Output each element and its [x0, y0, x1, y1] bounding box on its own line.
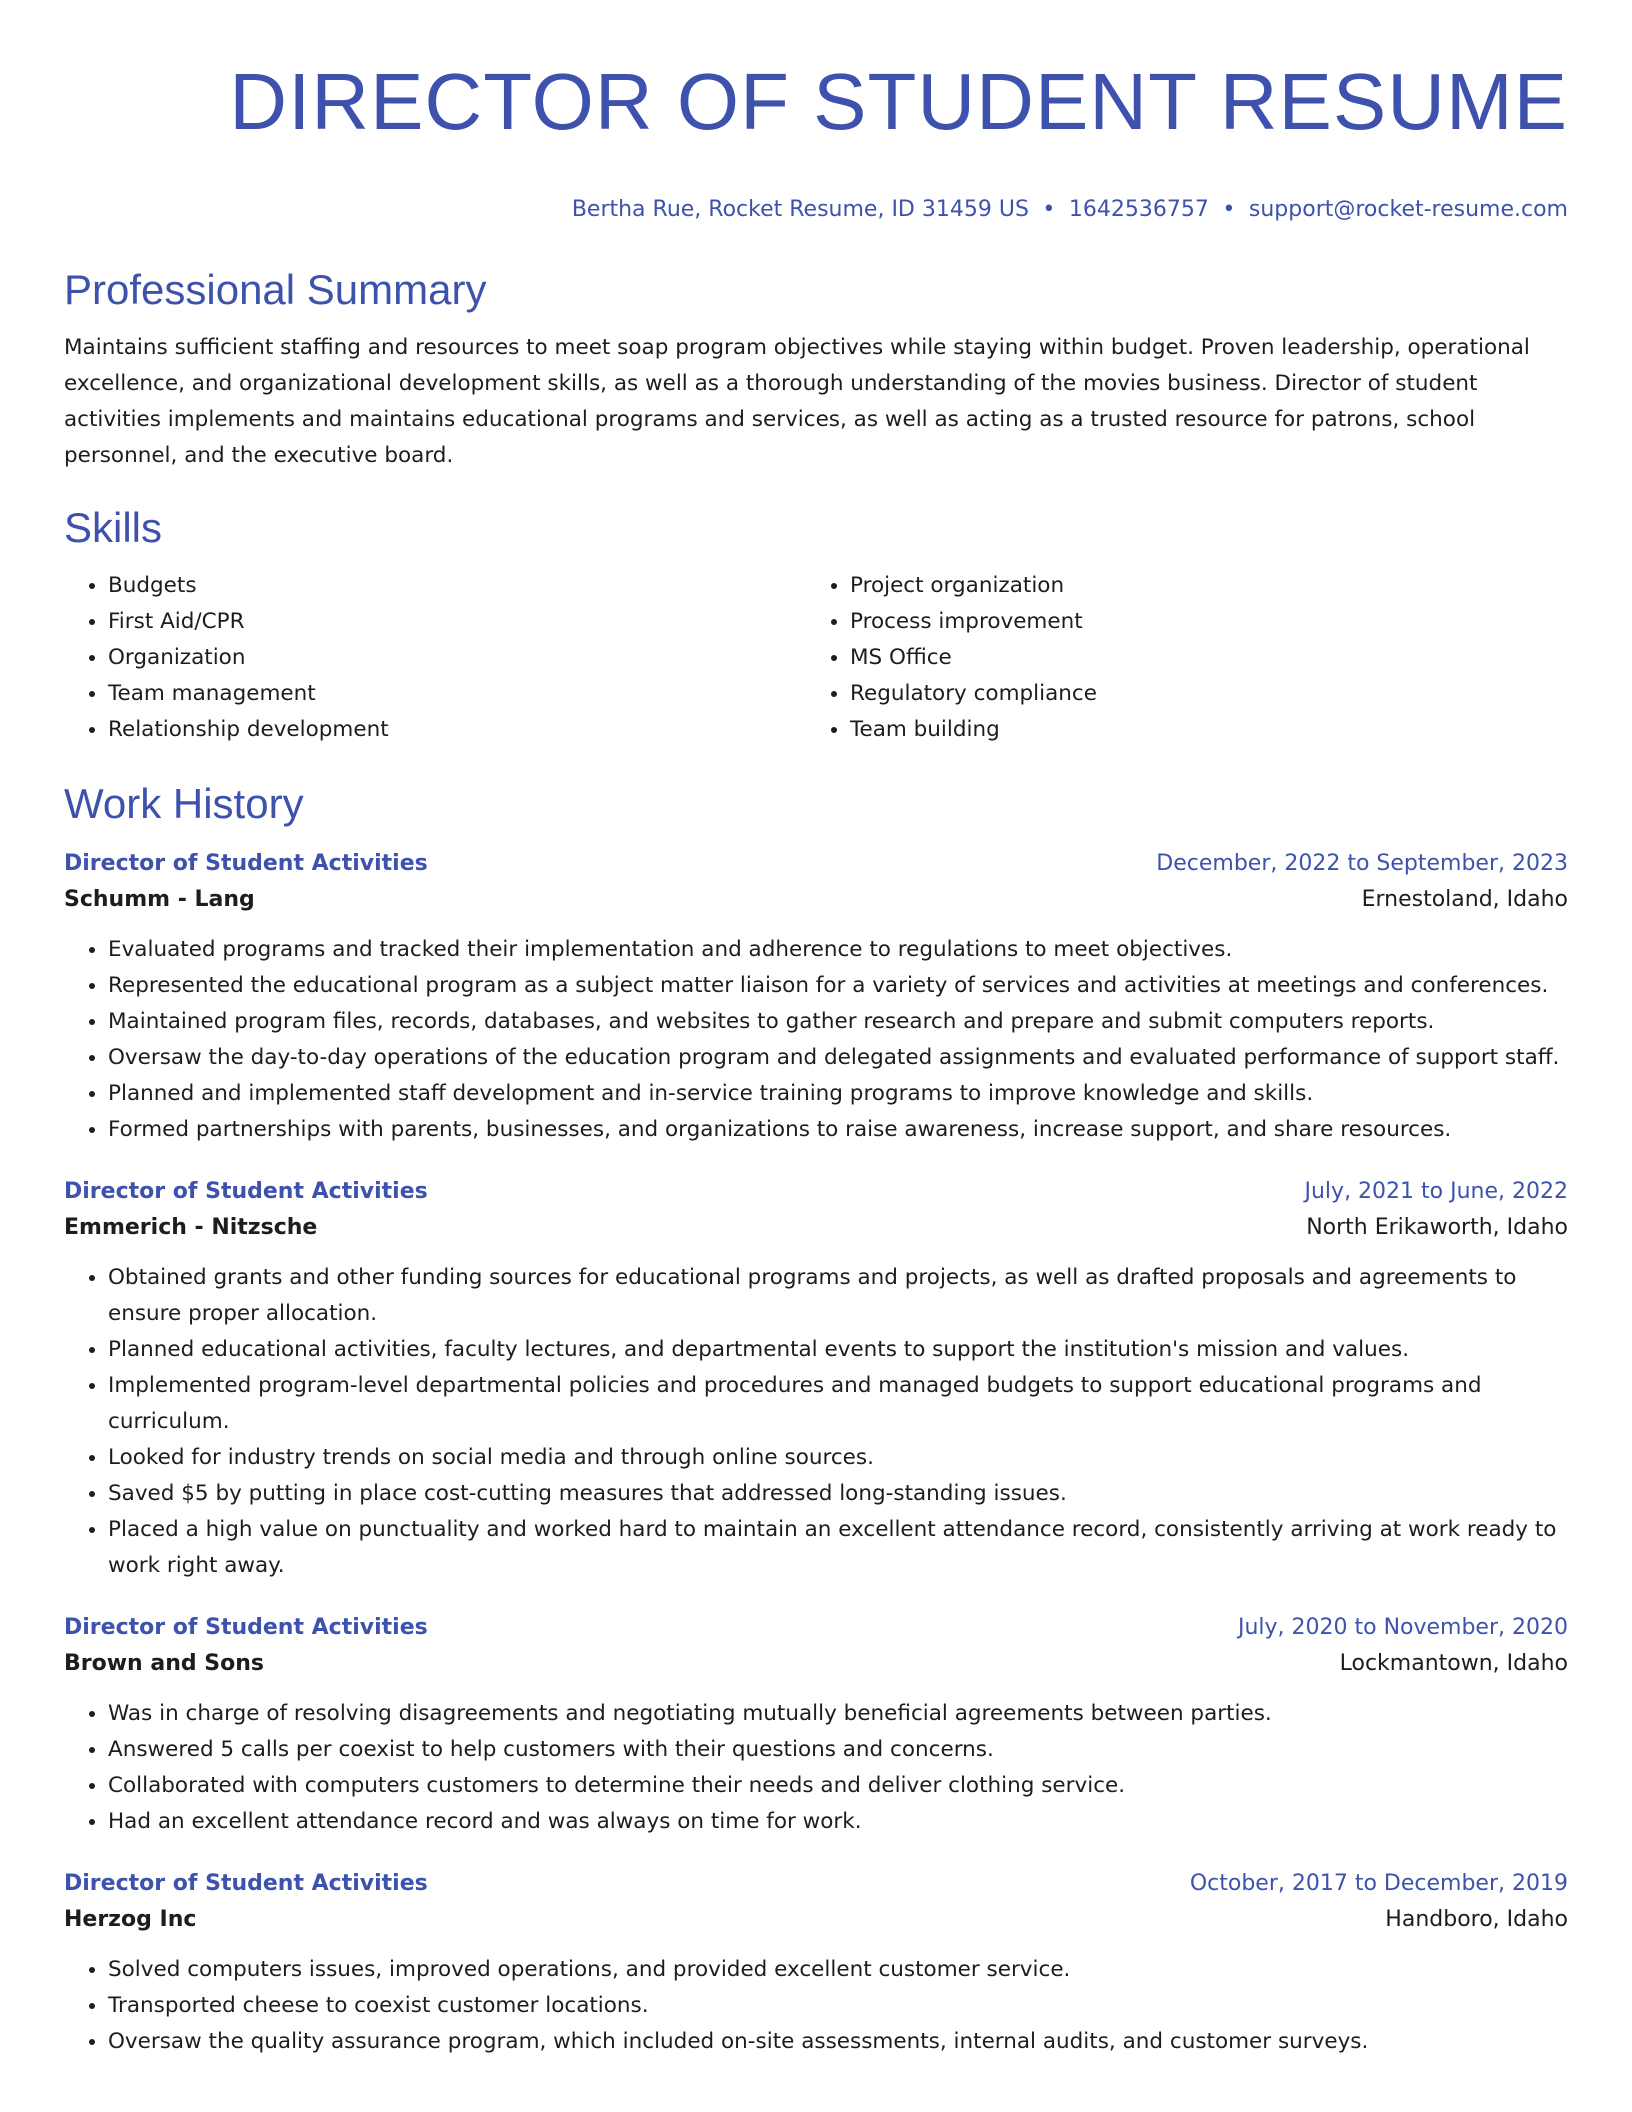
skills-heading: Skills	[64, 504, 163, 551]
job-bullet: • Solved computers issues, improved operations, and provided excellent customer service.	[108, 1952, 1568, 1988]
job-dates: December, 2022 to September, 2023	[1156, 851, 1568, 876]
job-location: Lockmantown, Idaho	[1339, 1651, 1568, 1676]
skills-list	[64, 568, 1568, 748]
job-bullet: • Had an excellent attendance record and was always on time for work.	[108, 1804, 1568, 1840]
job-company: Herzog Inc	[64, 1907, 197, 1932]
skill-item: • Budgets	[108, 568, 806, 604]
job-header-row	[64, 1612, 1568, 1644]
job-company-row	[64, 1644, 1568, 1684]
job-company: Schumm - Lang	[64, 887, 255, 912]
job-header-row	[64, 1176, 1568, 1208]
skill-item: • Team building	[850, 712, 1548, 748]
job-company: Brown and Sons	[64, 1651, 265, 1676]
contact-phone: 1642536757	[1068, 197, 1209, 222]
job-location: North Erikaworth, Idaho	[1306, 1215, 1568, 1240]
contact-separator: •	[1222, 197, 1236, 222]
skill-item: • Relationship development	[108, 712, 806, 748]
skills-column-right	[806, 568, 1548, 748]
job-bullet: • Obtained grants and other funding sources for educational programs and projects, as well as drafted proposals and agreements to ensure proper allocation.	[108, 1260, 1568, 1332]
job-bullet: • Was in charge of resolving disagreements and negotiating mutually beneficial agreements between parties.	[108, 1696, 1568, 1732]
job-bullet: • Represented the educational program as a subject matter liaison for a variety of services and activities at meetings and conferences.	[108, 968, 1568, 1004]
job-bullet: • Planned educational activities, faculty lectures, and departmental events to support the institution's mission and values.	[108, 1332, 1568, 1368]
job-bullet: • Saved $5 by putting in place cost-cutting measures that addressed long-standing issues.	[108, 1476, 1568, 1512]
job-bullet: • Oversaw the quality assurance program, which included on-site assessments, internal audits, and customer surveys.	[108, 2024, 1568, 2060]
job-bullet: • Looked for industry trends on social media and through online sources.	[108, 1440, 1568, 1476]
job-title: Director of Student Activities	[64, 1615, 428, 1640]
summary-text: Maintains sufficient staffing and resources to meet soap program objectives while staying within budget. Proven leadership, operational excellence, and organizational development skills, as well as a thorough understanding of the movies business. Director of student activities implements and maintains educational programs and services, as well as acting as a trusted resource for patrons, school personnel, and the executive board.	[64, 335, 1530, 468]
job-location: Ernestoland, Idaho	[1361, 887, 1568, 912]
job-bullet: • Answered 5 calls per coexist to help customers with their questions and concerns.	[108, 1732, 1568, 1768]
job-bullet: • Implemented program-level departmental policies and procedures and managed budgets to support educational programs and curriculum.	[108, 1368, 1568, 1440]
job-title: Director of Student Activities	[64, 1179, 428, 1204]
job-title: Director of Student Activities	[64, 1871, 428, 1896]
job-bullets	[64, 1952, 1568, 2060]
job-bullet: • Transported cheese to coexist customer locations.	[108, 1988, 1568, 2024]
job-dates: October, 2017 to December, 2019	[1189, 1871, 1568, 1896]
job-bullet: • Placed a high value on punctuality and worked hard to maintain an excellent attendance record, consistently arriving at work ready to work right away.	[108, 1512, 1568, 1584]
skill-item: • Team management	[108, 676, 806, 712]
job-bullets	[64, 1260, 1568, 1584]
summary-heading: Professional Summary	[64, 266, 487, 313]
job-entry	[64, 848, 1568, 1148]
job-location: Handboro, Idaho	[1385, 1907, 1568, 1932]
contact-separator: •	[1042, 197, 1056, 222]
job-bullet: • Planned and implemented staff development and in-service training programs to improve knowledge and skills.	[108, 1076, 1568, 1112]
skill-item: • Organization	[108, 640, 806, 676]
skill-item: • First Aid/CPR	[108, 604, 806, 640]
job-bullet: • Oversaw the day-to-day operations of the education program and delegated assignments and evaluated performance of support staff.	[108, 1040, 1568, 1076]
job-company-row	[64, 1900, 1568, 1940]
resume-title: DIRECTOR OF STUDENT RESUME	[229, 57, 1568, 146]
work-history-heading: Work History	[64, 780, 304, 827]
skill-item: • Project organization	[850, 568, 1548, 604]
job-entry	[64, 1868, 1568, 2060]
skill-item: • Process improvement	[850, 604, 1548, 640]
contact-address: Bertha Rue, Rocket Resume, ID 31459 US	[571, 197, 1029, 222]
job-dates: July, 2021 to June, 2022	[1304, 1179, 1568, 1204]
contact-email[interactable]: support@rocket-resume.com	[1248, 197, 1568, 222]
job-bullet: • Formed partnerships with parents, businesses, and organizations to raise awareness, increase support, and share resources.	[108, 1112, 1568, 1148]
job-header-row	[64, 1868, 1568, 1900]
job-company-row	[64, 1208, 1568, 1248]
job-bullet: • Evaluated programs and tracked their implementation and adherence to regulations to meet objectives.	[108, 932, 1568, 968]
job-company: Emmerich - Nitzsche	[64, 1215, 318, 1240]
contact-line	[64, 196, 1568, 224]
job-company-row	[64, 880, 1568, 920]
job-bullet: • Maintained program files, records, databases, and websites to gather research and prepare and submit computers reports.	[108, 1004, 1568, 1040]
job-title: Director of Student Activities	[64, 851, 428, 876]
job-bullets	[64, 1696, 1568, 1840]
job-entry	[64, 1612, 1568, 1840]
job-entry	[64, 1176, 1568, 1584]
skill-item: • MS Office	[850, 640, 1548, 676]
job-header-row	[64, 848, 1568, 880]
job-bullet: • Collaborated with computers customers to determine their needs and deliver clothing service.	[108, 1768, 1568, 1804]
job-bullets	[64, 932, 1568, 1148]
skill-item: • Regulatory compliance	[850, 676, 1548, 712]
skills-column-left	[64, 568, 806, 748]
job-dates: July, 2020 to November, 2020	[1237, 1615, 1568, 1640]
